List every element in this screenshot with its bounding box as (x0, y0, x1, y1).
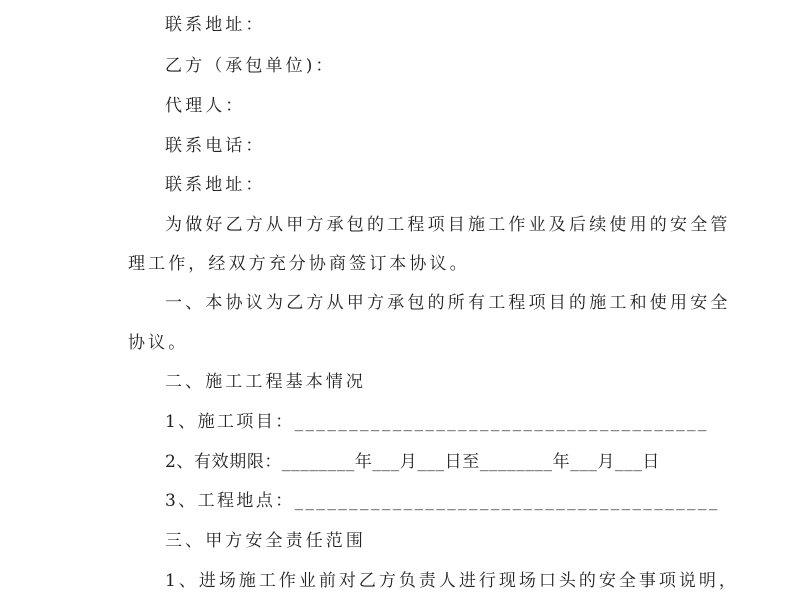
project-location-field: 3、工程地点：_______________________________________ (165, 491, 720, 511)
agent-label: 代理人： (165, 96, 246, 116)
clause-1-line-1: 一、本协议为乙方从甲方承包的所有工程项目的施工和使用安全 (165, 293, 731, 313)
section-2-heading: 二、施工工程基本情况 (165, 372, 366, 392)
validity-period-field: 2、有效期限：________年___月___日至________年___月___日 (165, 452, 661, 472)
construction-project-field: 1、施工项目：______________________________________ (165, 412, 709, 432)
preamble-paragraph-line-2: 理工作，经双方充分协商签订本协议。 (128, 254, 470, 274)
party-b-label: 乙方（承包单位)： (165, 56, 336, 76)
contact-phone-label: 联系电话： (165, 136, 266, 156)
party-a-responsibility-item-1: 1、进场施工作业前对乙方负责人进行现场口头的安全事项说明， (165, 571, 739, 591)
party-a-contact-address-label: 联系地址： (165, 15, 266, 35)
clause-1-line-2: 协议。 (128, 333, 189, 353)
preamble-paragraph-line-1: 为做好乙方从甲方承包的工程项目施工作业及后续使用的安全管 (165, 215, 731, 235)
party-b-contact-address-label: 联系地址： (165, 175, 266, 195)
section-3-heading: 三、甲方安全责任范围 (165, 531, 366, 551)
